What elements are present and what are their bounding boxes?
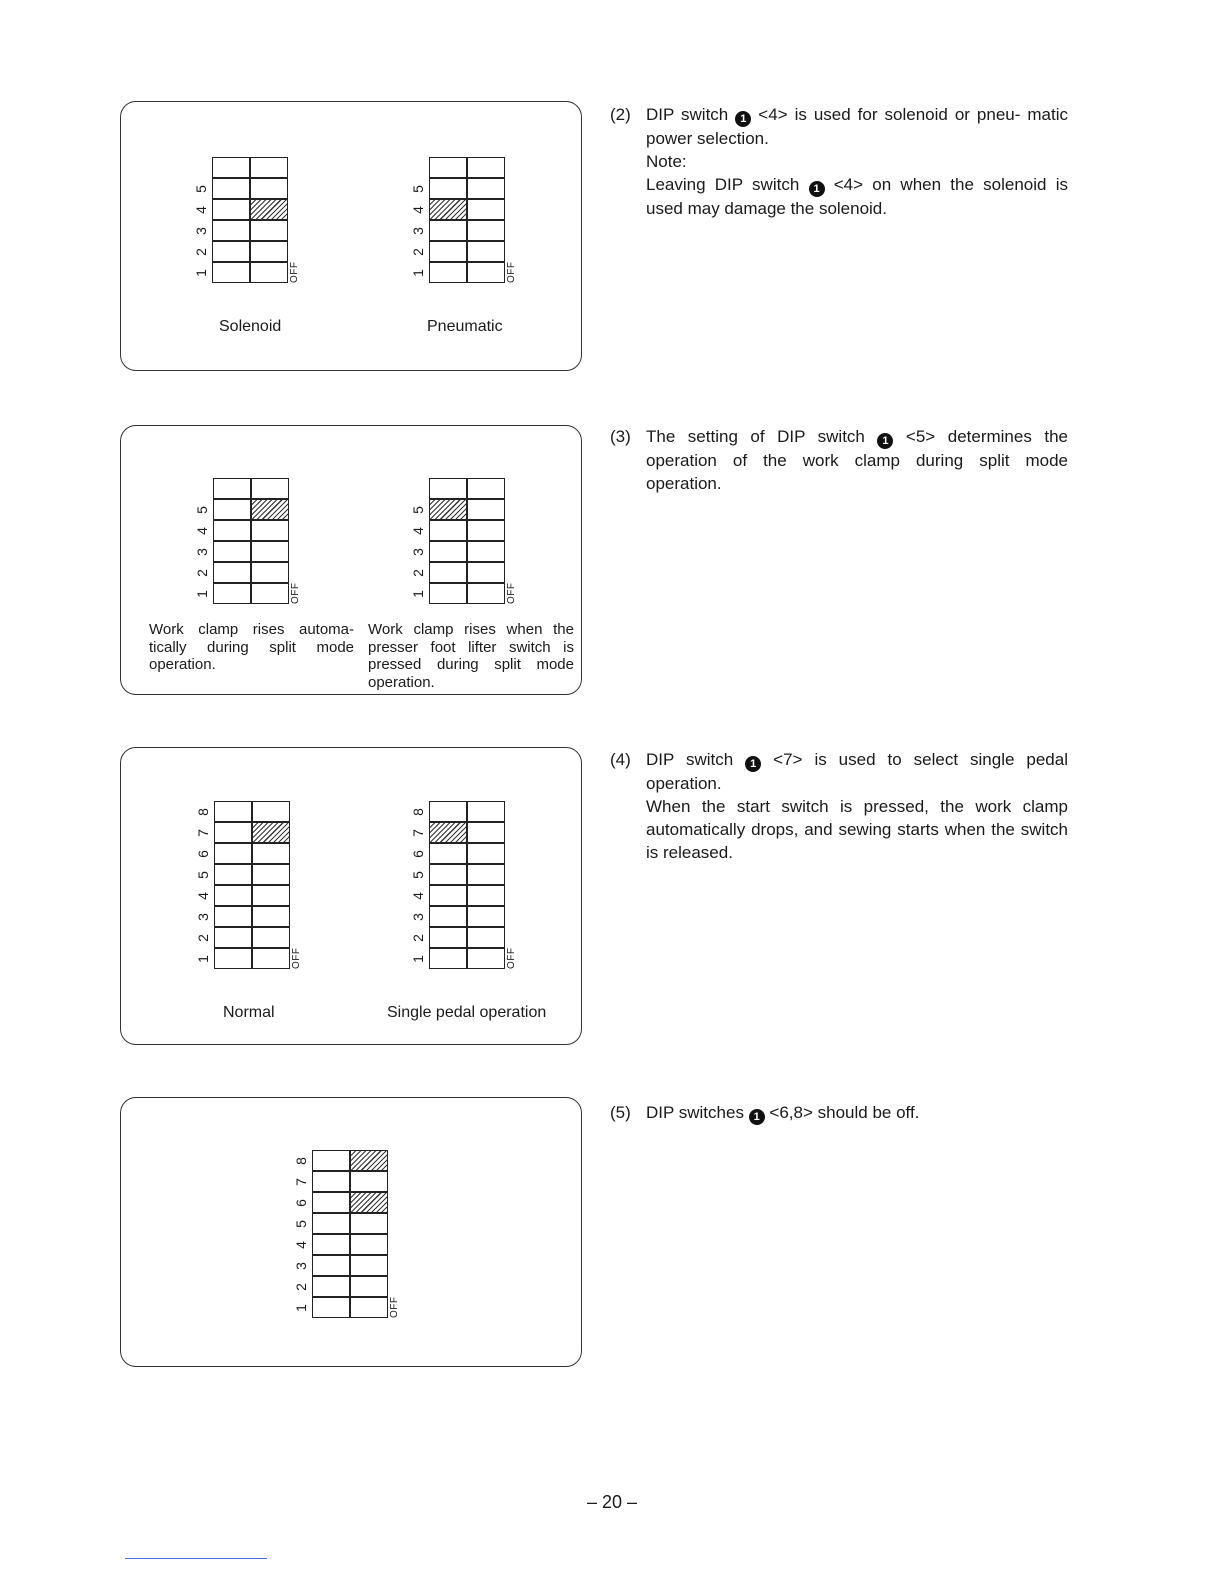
off-label: OFF [506, 947, 517, 969]
switch-number-4: 4 [410, 892, 426, 900]
switch-cell-on-side [312, 1255, 350, 1276]
switch-cell-off-side [252, 843, 290, 864]
note-text: Leaving DIP switch [646, 175, 800, 194]
switch-number-3: 3 [195, 913, 211, 921]
switch-cell-on-side [429, 220, 467, 241]
switch-number-4: 4 [194, 527, 210, 535]
switch-cell-on-side [429, 178, 467, 199]
switch-cell-off-side [350, 1213, 388, 1234]
switch-number-1: 1 [193, 269, 209, 277]
switch-cell-off-side [350, 1234, 388, 1255]
callout-1-icon: 1 [877, 433, 893, 449]
switch-number-3: 3 [410, 548, 426, 556]
off-label: OFF [289, 261, 300, 283]
switch-cell-on-side [214, 948, 252, 969]
switch-cell-off-side [467, 843, 505, 864]
switch-cell-on-side [312, 1276, 350, 1297]
switch-cell-off-side [252, 801, 290, 822]
switch-cell-on-side [214, 906, 252, 927]
switch-cell-off-side [252, 822, 290, 843]
switch-cell-off-side [467, 927, 505, 948]
item-text: <5> determines the operation of the work clamp during split mode operation. [646, 427, 1068, 493]
switch-cell-on-side [429, 843, 467, 864]
figure-panel-off [120, 1097, 582, 1367]
switch-cell-on-side [212, 157, 250, 178]
switch-cell-off-side [467, 241, 505, 262]
switch-number-4: 4 [293, 1241, 309, 1249]
switch-cell-on-side [429, 927, 467, 948]
item-text: <6,8> should be off. [769, 1103, 920, 1122]
switch-cell-on-side [429, 478, 467, 499]
switch-cell-on-side [429, 822, 467, 843]
switch-number-3: 3 [193, 227, 209, 235]
switch-cell-off-side [250, 178, 288, 199]
note-heading: Note: [646, 152, 687, 171]
switch-cell-on-side [429, 157, 467, 178]
switch-cell-off-side [467, 478, 505, 499]
switch-cell-off-side [251, 520, 289, 541]
switch-number-1: 1 [410, 269, 426, 277]
switch-number-4: 4 [193, 206, 209, 214]
switch-number-7: 7 [410, 829, 426, 837]
item-text: DIP switches [646, 1103, 744, 1122]
switch-cell-on-side [429, 801, 467, 822]
switch-number-3: 3 [410, 227, 426, 235]
item-body [646, 1101, 1068, 1125]
switch-number-2: 2 [193, 248, 209, 256]
switch-cell-off-side [350, 1255, 388, 1276]
note-text: <4> on when the solenoid is used may damage the solenoid. [646, 175, 1068, 218]
switch-number-8: 8 [293, 1157, 309, 1165]
switch-number-5: 5 [195, 871, 211, 879]
footer-rule [125, 1558, 267, 1559]
switch-cell-on-side [214, 927, 252, 948]
switch-cell-on-side [213, 562, 251, 583]
switch-cell-on-side [429, 885, 467, 906]
switch-cell-on-side [429, 583, 467, 604]
switch-cell-off-side [467, 541, 505, 562]
switch-cell-on-side [429, 864, 467, 885]
switch-cell-off-side [251, 499, 289, 520]
switch-cell-on-side [429, 541, 467, 562]
switch-cell-on-side [312, 1297, 350, 1318]
off-label: OFF [506, 582, 517, 604]
switch-cell-on-side [212, 262, 250, 283]
switch-cell-off-side [467, 199, 505, 220]
switch-cell-on-side [214, 822, 252, 843]
item-text: DIP switch [646, 105, 729, 124]
switch-number-5: 5 [410, 185, 426, 193]
switch-number-3: 3 [194, 548, 210, 556]
switch-cell-on-side [429, 262, 467, 283]
switch-number-7: 7 [195, 829, 211, 837]
caption-normal: Normal [223, 1004, 275, 1021]
switch-cell-on-side [214, 843, 252, 864]
item-text: <7> is used to select single pedal operation. [646, 750, 1068, 793]
switch-cell-off-side [467, 864, 505, 885]
switch-number-1: 1 [410, 955, 426, 963]
switch-number-6: 6 [195, 850, 211, 858]
switch-cell-off-side [467, 178, 505, 199]
switch-number-5: 5 [410, 506, 426, 514]
switch-number-5: 5 [194, 506, 210, 514]
switch-cell-off-side [350, 1276, 388, 1297]
switch-cell-on-side [212, 178, 250, 199]
switch-number-4: 4 [195, 892, 211, 900]
off-label: OFF [290, 582, 301, 604]
item-label: (5) [610, 1103, 631, 1122]
switch-number-1: 1 [410, 590, 426, 598]
item-label: (2) [610, 105, 631, 124]
switch-cell-off-side [251, 541, 289, 562]
switch-cell-on-side [212, 241, 250, 262]
page-number: – 20 – [586, 1492, 638, 1512]
switch-cell-off-side [467, 948, 505, 969]
switch-cell-off-side [467, 822, 505, 843]
caption-single-pedal: Single pedal operation [387, 1004, 547, 1021]
switch-cell-off-side [250, 199, 288, 220]
switch-cell-on-side [312, 1171, 350, 1192]
switch-cell-on-side [214, 885, 252, 906]
switch-number-4: 4 [410, 527, 426, 535]
switch-cell-on-side [429, 199, 467, 220]
switch-cell-off-side [252, 927, 290, 948]
item-body [646, 425, 1068, 495]
switch-cell-on-side [213, 478, 251, 499]
item-text: The setting of DIP switch [646, 427, 865, 446]
switch-number-6: 6 [293, 1199, 309, 1207]
off-label: OFF [506, 261, 517, 283]
switch-cell-off-side [250, 262, 288, 283]
switch-cell-off-side [252, 864, 290, 885]
callout-1-icon: 1 [749, 1109, 765, 1125]
caption-solenoid: Solenoid [219, 318, 282, 335]
switch-cell-off-side [251, 562, 289, 583]
switch-cell-on-side [213, 583, 251, 604]
switch-cell-off-side [467, 520, 505, 541]
item-text: When the start switch is pressed, the work clamp automatically drops, and sewing starts when the switch is released. [646, 797, 1068, 862]
switch-number-5: 5 [410, 871, 426, 879]
switch-number-2: 2 [293, 1283, 309, 1291]
switch-cell-off-side [467, 562, 505, 583]
switch-number-2: 2 [195, 934, 211, 942]
figure-panel-pedal [120, 747, 582, 1045]
caption-split-auto: Work clamp rises automa- tically during split mode operation. [149, 621, 354, 673]
item-label: (3) [610, 427, 631, 446]
switch-number-2: 2 [410, 569, 426, 577]
switch-cell-on-side [213, 541, 251, 562]
switch-cell-off-side [350, 1297, 388, 1318]
callout-1-icon: 1 [745, 756, 761, 772]
switch-cell-on-side [214, 801, 252, 822]
switch-number-3: 3 [410, 913, 426, 921]
switch-number-1: 1 [293, 1304, 309, 1312]
switch-number-1: 1 [194, 590, 210, 598]
switch-number-2: 2 [410, 934, 426, 942]
item-text: <4> is used for solenoid or pneu- matic power selection. [646, 105, 1069, 148]
caption-split-switch: Work clamp rises when the presser foot lifter switch is pressed during split mode operation. [368, 621, 574, 691]
switch-cell-off-side [250, 157, 288, 178]
switch-number-8: 8 [195, 808, 211, 816]
figure-panel-power-selection [120, 101, 582, 371]
switch-cell-on-side [429, 562, 467, 583]
switch-cell-off-side [467, 801, 505, 822]
switch-cell-off-side [467, 885, 505, 906]
switch-cell-off-side [250, 241, 288, 262]
switch-number-4: 4 [410, 206, 426, 214]
switch-cell-off-side [251, 583, 289, 604]
switch-cell-on-side [429, 906, 467, 927]
switch-cell-off-side [350, 1192, 388, 1213]
caption-pneumatic: Pneumatic [427, 318, 503, 335]
switch-number-5: 5 [193, 185, 209, 193]
off-label: OFF [389, 1296, 400, 1318]
switch-cell-off-side [467, 157, 505, 178]
item-text: DIP switch [646, 750, 734, 769]
switch-number-7: 7 [293, 1178, 309, 1186]
switch-cell-off-side [467, 262, 505, 283]
callout-1-icon: 1 [809, 181, 825, 197]
switch-cell-off-side [350, 1171, 388, 1192]
figure-panel-split-mode [120, 425, 582, 695]
switch-cell-off-side [251, 478, 289, 499]
switch-cell-on-side [312, 1192, 350, 1213]
switch-number-8: 8 [410, 808, 426, 816]
switch-cell-on-side [429, 241, 467, 262]
switch-cell-on-side [214, 864, 252, 885]
switch-cell-off-side [250, 220, 288, 241]
switch-cell-on-side [312, 1150, 350, 1171]
switch-cell-on-side [212, 199, 250, 220]
item-body [646, 103, 1068, 220]
switch-cell-off-side [467, 220, 505, 241]
switch-cell-on-side [212, 220, 250, 241]
switch-cell-on-side [312, 1213, 350, 1234]
switch-number-2: 2 [410, 248, 426, 256]
switch-number-1: 1 [195, 955, 211, 963]
switch-cell-off-side [467, 583, 505, 604]
switch-number-3: 3 [293, 1262, 309, 1270]
switch-cell-on-side [429, 948, 467, 969]
callout-1-icon: 1 [735, 111, 751, 127]
switch-number-5: 5 [293, 1220, 309, 1228]
switch-cell-off-side [252, 885, 290, 906]
switch-cell-on-side [429, 520, 467, 541]
switch-number-6: 6 [410, 850, 426, 858]
switch-cell-on-side [429, 499, 467, 520]
switch-cell-off-side [467, 499, 505, 520]
item-body [646, 748, 1068, 864]
off-label: OFF [291, 947, 302, 969]
switch-cell-on-side [213, 499, 251, 520]
switch-cell-on-side [312, 1234, 350, 1255]
switch-cell-off-side [350, 1150, 388, 1171]
item-label: (4) [610, 750, 631, 769]
switch-cell-off-side [252, 906, 290, 927]
switch-number-2: 2 [194, 569, 210, 577]
switch-cell-off-side [252, 948, 290, 969]
switch-cell-on-side [213, 520, 251, 541]
switch-cell-off-side [467, 906, 505, 927]
